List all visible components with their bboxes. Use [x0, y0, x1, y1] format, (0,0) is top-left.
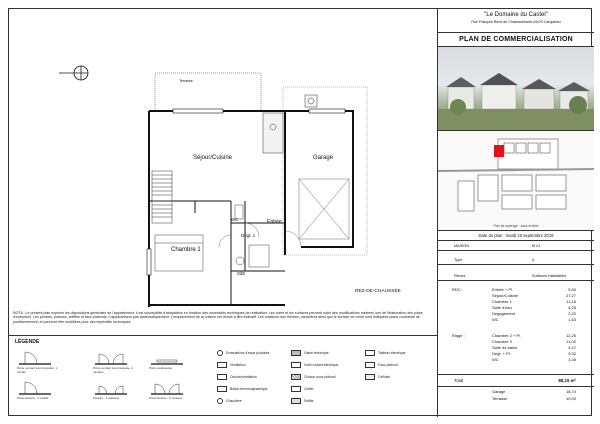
room-label-entree: Entrée: [267, 219, 282, 225]
legend-item: Volet roulant électrique: [291, 362, 339, 368]
legend-door-caption: Fenêtre - 2 vantaux: [93, 396, 120, 400]
nota-text: NOTA : Le présent plan exprime les dispositions générales de l'appartement, il est susceptible d'adaptation en fonction des nécessités techniques de réalisation. Les cotes et les surfaces peuvent subir des modifications minimes lors de l'élaboration des plans d'exécution. Les poutres, poteaux, soffites et faux-plafonds, n'apparaissent pas systématiquement. L'emplacement de la cuisine est donné à titre indicatif. Les cotations des trémies, caractères ainsi que le surface de vente sont indiquées (sans contrainte de positionnement) et pourront être modifiées pour des impératifs techniques.: [13, 311, 423, 324]
kitchen-counter: [263, 113, 283, 153]
extra-surface-row: Terrasse 10,00: [492, 396, 576, 401]
french-window-2-icon: [149, 380, 185, 396]
surface-row: Chambre 1 11,16: [492, 299, 576, 304]
room-label-terrasse: Terrasse: [179, 79, 193, 83]
highlighted-lot: [494, 145, 504, 157]
room-label-garage: Garage: [313, 155, 334, 161]
surface-row: RDC: Entrée + Pl. 5,50: [452, 287, 576, 292]
cellier-icon: [291, 386, 301, 392]
legend-item: Cellules: [365, 374, 390, 380]
surface-row: WC 1,06: [492, 357, 576, 362]
ventilation-icon: [217, 362, 227, 368]
building-render-image: [438, 47, 594, 131]
site-location-plan: [438, 131, 594, 231]
room-label-salle-deau: SdE: [237, 271, 246, 276]
sliding-door-icon: [149, 350, 185, 366]
boiler-icon: [217, 398, 223, 404]
exterior-walls: [149, 111, 353, 307]
interior-walls: [149, 201, 285, 305]
project-name: "Le Domaine du Castel": [484, 12, 548, 18]
surface-row: Salle de bains 4,47: [492, 345, 576, 350]
floor-plan-area: [9, 9, 437, 324]
soffite-icon: [291, 398, 301, 404]
legend-panel: [9, 335, 437, 417]
legend-item: Gaine technique: [291, 350, 329, 356]
surface-row: Dégt. + Pl. 9,32: [492, 351, 576, 356]
garage-car-space: [299, 179, 349, 239]
surface-row: Séjour/Cuisine 27,27: [492, 293, 576, 298]
legend-door-caption: Porte coulissante: [149, 366, 173, 370]
site-caption: Plan de repérage - sans échelle: [493, 224, 539, 228]
thermo-icon: [217, 386, 227, 392]
extra-surface-row: Garage 18,74: [492, 389, 576, 394]
legend-item: Soffite: [291, 398, 314, 404]
gaine-icon: [291, 350, 301, 356]
plan-date: Date du plan : mardi 10 septembre 2019: [438, 231, 594, 241]
door-1-vantail-icon: [17, 350, 53, 366]
legend-item: Cloison sous plafond: [291, 374, 335, 380]
room-label-sejour: Séjour/Cuisine: [193, 155, 233, 161]
surface-row: WC 1,63: [492, 317, 576, 322]
legend-item: Chaudière: [217, 398, 242, 404]
false-ceiling-icon: [365, 362, 375, 368]
legend-item: Faux-plafond: [365, 362, 398, 368]
surface-row: Salle d'eau 4,25: [492, 305, 576, 310]
garage-equipment: [305, 95, 317, 107]
surface-row: Étage : Chambre 2 + Pl. 12,26: [452, 333, 576, 338]
project-header: [438, 9, 594, 33]
info-row: Type 4: [438, 255, 594, 265]
title-block: [437, 9, 593, 417]
cells-icon: [365, 374, 375, 380]
oculus-icon: [217, 374, 227, 380]
partition-icon: [291, 374, 301, 380]
legend-item: Tableau électrique: [365, 350, 406, 356]
terrasse-outline: [155, 73, 261, 111]
rainwater-icon: [217, 350, 223, 356]
room-label-degagement: Dégt. 1: [241, 233, 256, 238]
legend-item: Oculus/ventilation: [217, 374, 257, 380]
project-address: Rue François René de Chateaubriand 44470 Carquefou: [471, 20, 561, 24]
window-2-vantaux-icon: [93, 380, 129, 396]
surface-row: Chambre 3 11,02: [492, 339, 576, 344]
bed-chambre-1: [155, 235, 203, 271]
legend-item: Ventilation: [217, 362, 246, 368]
plan-title: PLAN DE COMMERCIALISATION: [438, 33, 594, 47]
legend-item: Ballon thermodynamique: [217, 386, 268, 392]
document-sheet: [8, 8, 592, 416]
panel-icon: [365, 350, 375, 356]
french-window-1-icon: [17, 380, 53, 396]
info-row: MAISON M 01: [438, 241, 594, 251]
room-label-chambre-1: Chambre 1: [171, 247, 201, 253]
legend-door-caption: Porte ouvrant à la française, 2 vantaux: [93, 366, 134, 374]
legend-door-caption: Porte ouvrant à la française, 1 vantail: [17, 366, 58, 374]
shutter-icon: [291, 362, 301, 368]
legend-door-caption: Porte-fenêtre - 2 vantaux: [149, 396, 183, 400]
legend-item: Evacuations d'eaux pluviales: [217, 350, 269, 356]
level-label: REZ-DE-CHAUSSÉE: [355, 289, 401, 294]
north-arrow-icon: [59, 66, 88, 80]
info-row: Pièces Surfaces Habitables: [438, 271, 594, 281]
room-label-wc: WC: [231, 217, 239, 222]
door-2-vantaux-icon: [93, 350, 129, 366]
total-row: Total 88,15 m²: [438, 375, 594, 387]
legend-item: Cellier: [291, 386, 314, 392]
surfaces-table: [438, 285, 594, 375]
staircase: [152, 171, 172, 223]
legend-title: LÉGENDE: [15, 339, 40, 345]
surface-row: Dégagement 2,20: [492, 311, 576, 316]
legend-door-caption: Porte-fenêtre - 1 vantail: [17, 396, 49, 400]
